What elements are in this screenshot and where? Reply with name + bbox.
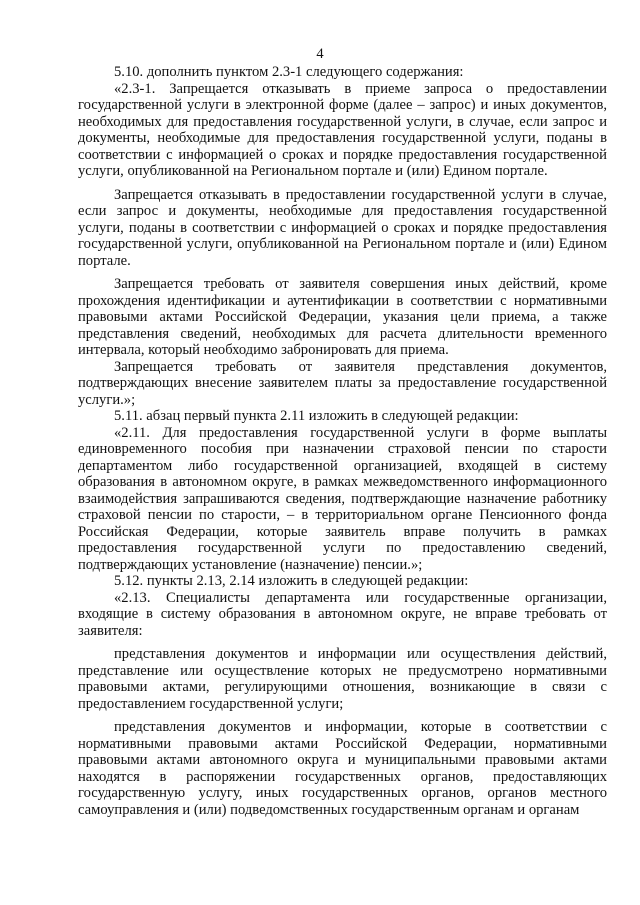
paragraph-prohibited-actions: Запрещается требовать от заявителя совершения иных действий, кроме прохождения идентификации и аутентификации в соответствии с нормативными правовыми актами Российской Федерации, указания цели приема, а также представления сведений, необходимых для расчета длительности временного интервала, который необходимо забронировать для приема. xyxy=(78,276,607,358)
page-number: 4 xyxy=(316,46,324,62)
paragraph-not-required-actions: представления документов и информации или осуществления действий, представление или осуществление которых не предусмотрено нормативными правовыми актами, регулирующими отношения, возникающие в связи с предоставлением государственной услуги; xyxy=(78,646,607,712)
paragraph-refusal-provision: Запрещается отказывать в предоставлении государственной услуги в случае, если запрос и документы, необходимые для предоставления государственной услуги, поданы в соответствии с информацией о сроках и порядке предоставления государственной услуги, опубликованной на Региональном портале и (или) Едином портале. xyxy=(78,186,607,269)
paragraph-documents-in-possession: представления документов и информации, которые в соответствии с нормативными правовыми актами Российской Федерации, нормативными правовыми актами автономного округа и муниципальными правовыми актами находятся в распоряжении государственных органов, предоставляющих государственную услугу, иных государственных органов, органов местного самоуправления и (или) подведомственных государственным органам и органам xyxy=(78,719,607,818)
paragraph-payment-documents: Запрещается требовать от заявителя представления документов, подтверждающих внесение заявителем платы за предоставление государственной услуги.»; xyxy=(78,358,607,408)
document-body xyxy=(78,64,607,818)
paragraph-5-12: 5.12. пункты 2.13, 2.14 изложить в следующей редакции: xyxy=(114,573,469,589)
paragraph-2-11: «2.11. Для предоставления государственной услуги в форме выплаты единовременного пособия при назначении страховой пенсии по старости департаментом либо государственной организацией, входящей в систему образования в автономном округе, в рамках межведомственного информационного взаимодействия запрашиваются сведения, подтверждающие назначение работнику страховой пенсии по старости, – в территориальном органе Пенсионного фонда Российская Федерации, которые заявитель вправе получить в рамках предоставления государственной услуги по предоставлению сведений, подтверждающих установление (назначение) пенсии.»; xyxy=(78,424,607,573)
paragraph-5-10: 5.10. дополнить пунктом 2.3-1 следующего содержания: xyxy=(114,64,464,80)
paragraph-5-11: 5.11. абзац первый пункта 2.11 изложить в следующей редакции: xyxy=(114,408,519,424)
paragraph-2-13: «2.13. Специалисты департамента или государственные организации, входящие в систему образования в автономном округе, не вправе требовать от заявителя: xyxy=(78,589,607,639)
paragraph-2-3-1: «2.3-1. Запрещается отказывать в приеме запроса о предоставлении государственной услуги в электронной форме (далее – запрос) и иных документов, необходимых для предоставления государственной услуги, в случае, если запрос и документы, необходимые для предоставления государственной услуги, поданы в соответствии с информацией о сроках и порядке предоставления государственной услуги, опубликованной на Региональном портале и (или) Едином портале. xyxy=(78,80,607,179)
